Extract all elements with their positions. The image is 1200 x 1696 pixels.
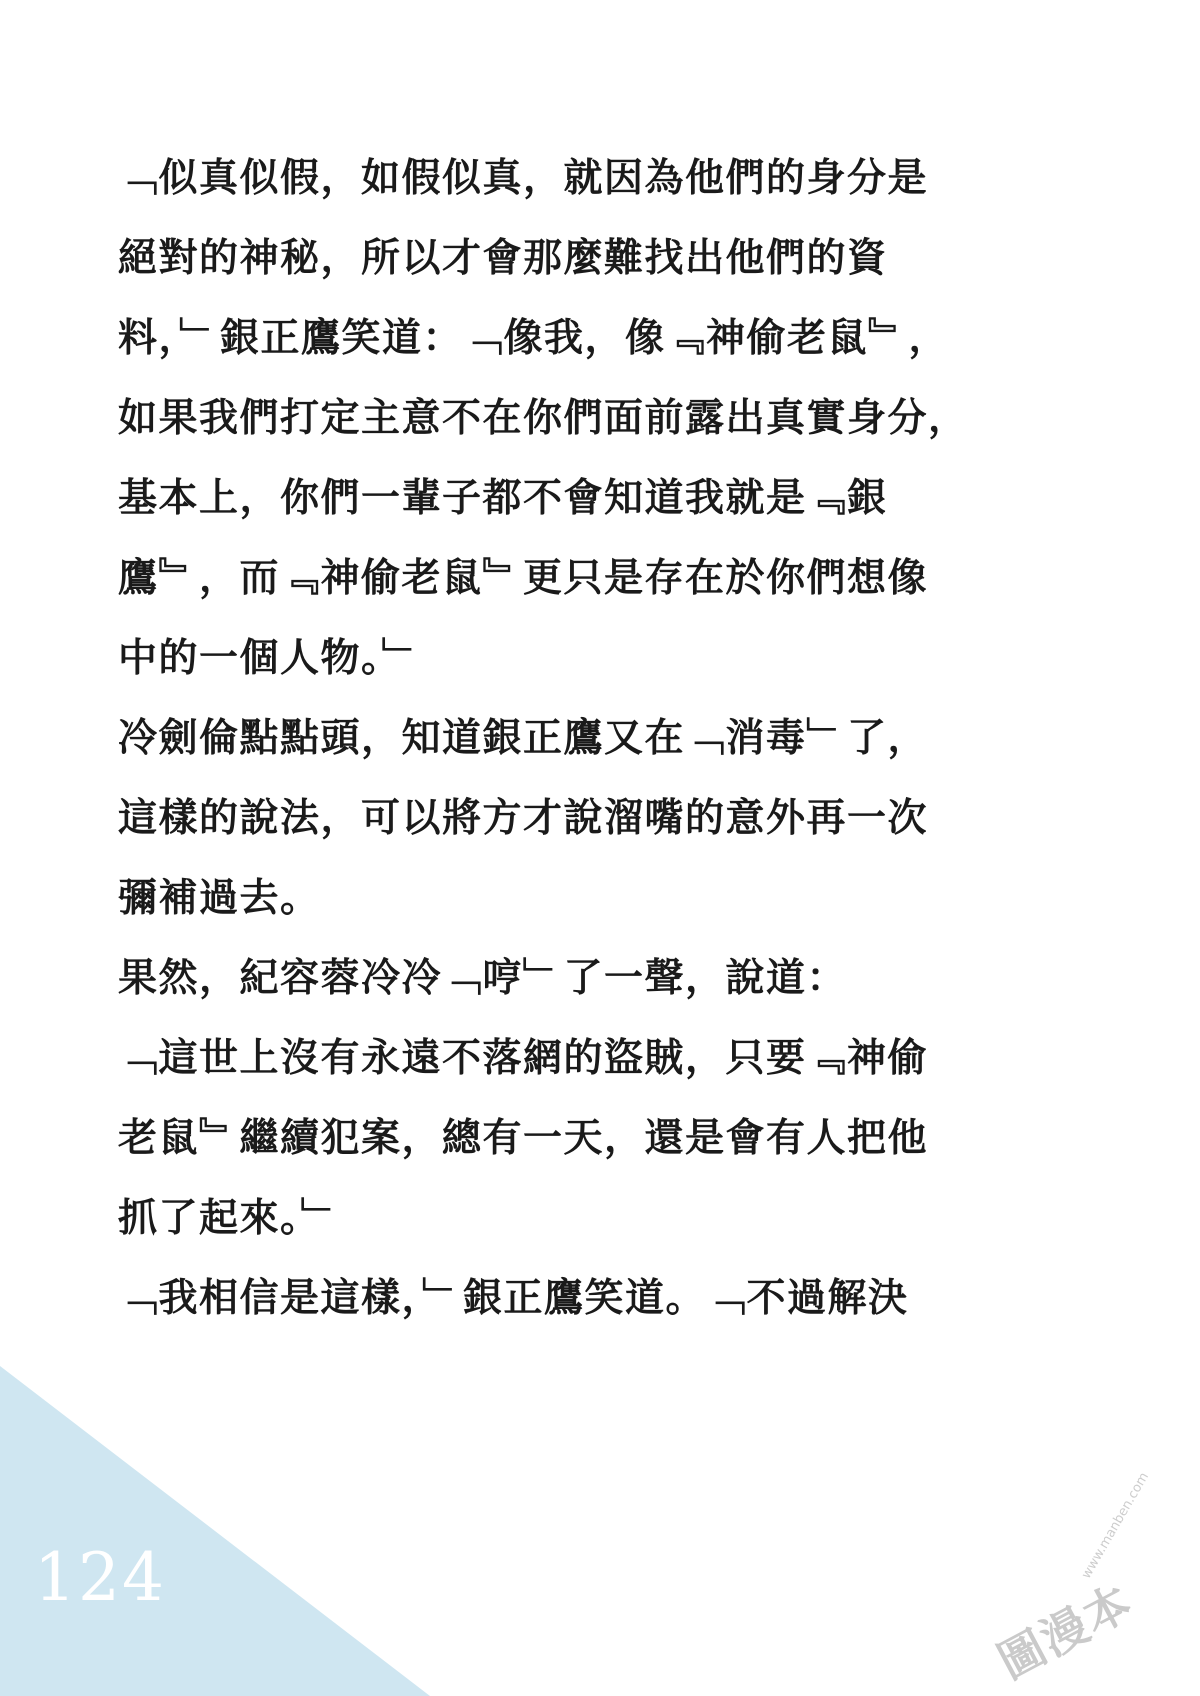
text-line: 中的一個人物。﹂	[118, 636, 423, 681]
corner-decoration	[0, 1366, 430, 1696]
text-line: 絕對的神秘，所以才會那麼難找出他們的資	[118, 236, 888, 281]
text-line: 彌補過去。	[118, 876, 321, 921]
text-line: 基本上，你們一輩子都不會知道我就是﹃銀	[118, 476, 888, 521]
watermark-logo	[984, 1469, 1164, 1690]
watermark-text: 圖漫本	[989, 1574, 1142, 1690]
paragraph-5	[118, 1276, 1118, 1321]
text-line: 果然，紀容蓉冷冷﹁哼﹂了一聲，說道：	[118, 956, 848, 1001]
text-line: 這樣的說法，可以將方才說溜嘴的意外再一次	[118, 796, 929, 841]
corner-triangle-shape	[0, 1366, 430, 1696]
text-line: 冷劍倫點點頭，知道銀正鷹又在﹁消毒﹂了，	[118, 716, 929, 761]
page-number: 124	[34, 1539, 166, 1616]
text-line: 抓了起來。﹂	[118, 1196, 342, 1241]
paragraph-1	[118, 156, 1118, 681]
paragraph-4	[118, 1036, 1118, 1241]
paragraph-3	[118, 956, 1118, 1001]
text-line: ﹁我相信是這樣，﹂銀正鷹笑道。﹁不過解決	[118, 1276, 909, 1321]
text-line: 老鼠﹄繼續犯案，總有一天，還是會有人把他	[118, 1116, 929, 1161]
text-line: ﹁這世上沒有永遠不落網的盜賊，只要﹃神偷	[118, 1036, 929, 1081]
text-line: ﹁似真似假，如假似真，就因為他們的身分是	[118, 156, 929, 201]
text-line: 料，﹂銀正鷹笑道：﹁像我，像﹃神偷老鼠﹄，	[118, 316, 950, 361]
text-line: 鷹﹄，而﹃神偷老鼠﹄更只是存在於你們想像	[118, 556, 929, 601]
text-line: 如果我們打定主意不在你們面前露出真實身分，	[118, 396, 969, 441]
body-text	[118, 156, 1118, 1360]
paragraph-2	[118, 716, 1118, 921]
watermark-url: www.manben.com	[1079, 1469, 1153, 1582]
